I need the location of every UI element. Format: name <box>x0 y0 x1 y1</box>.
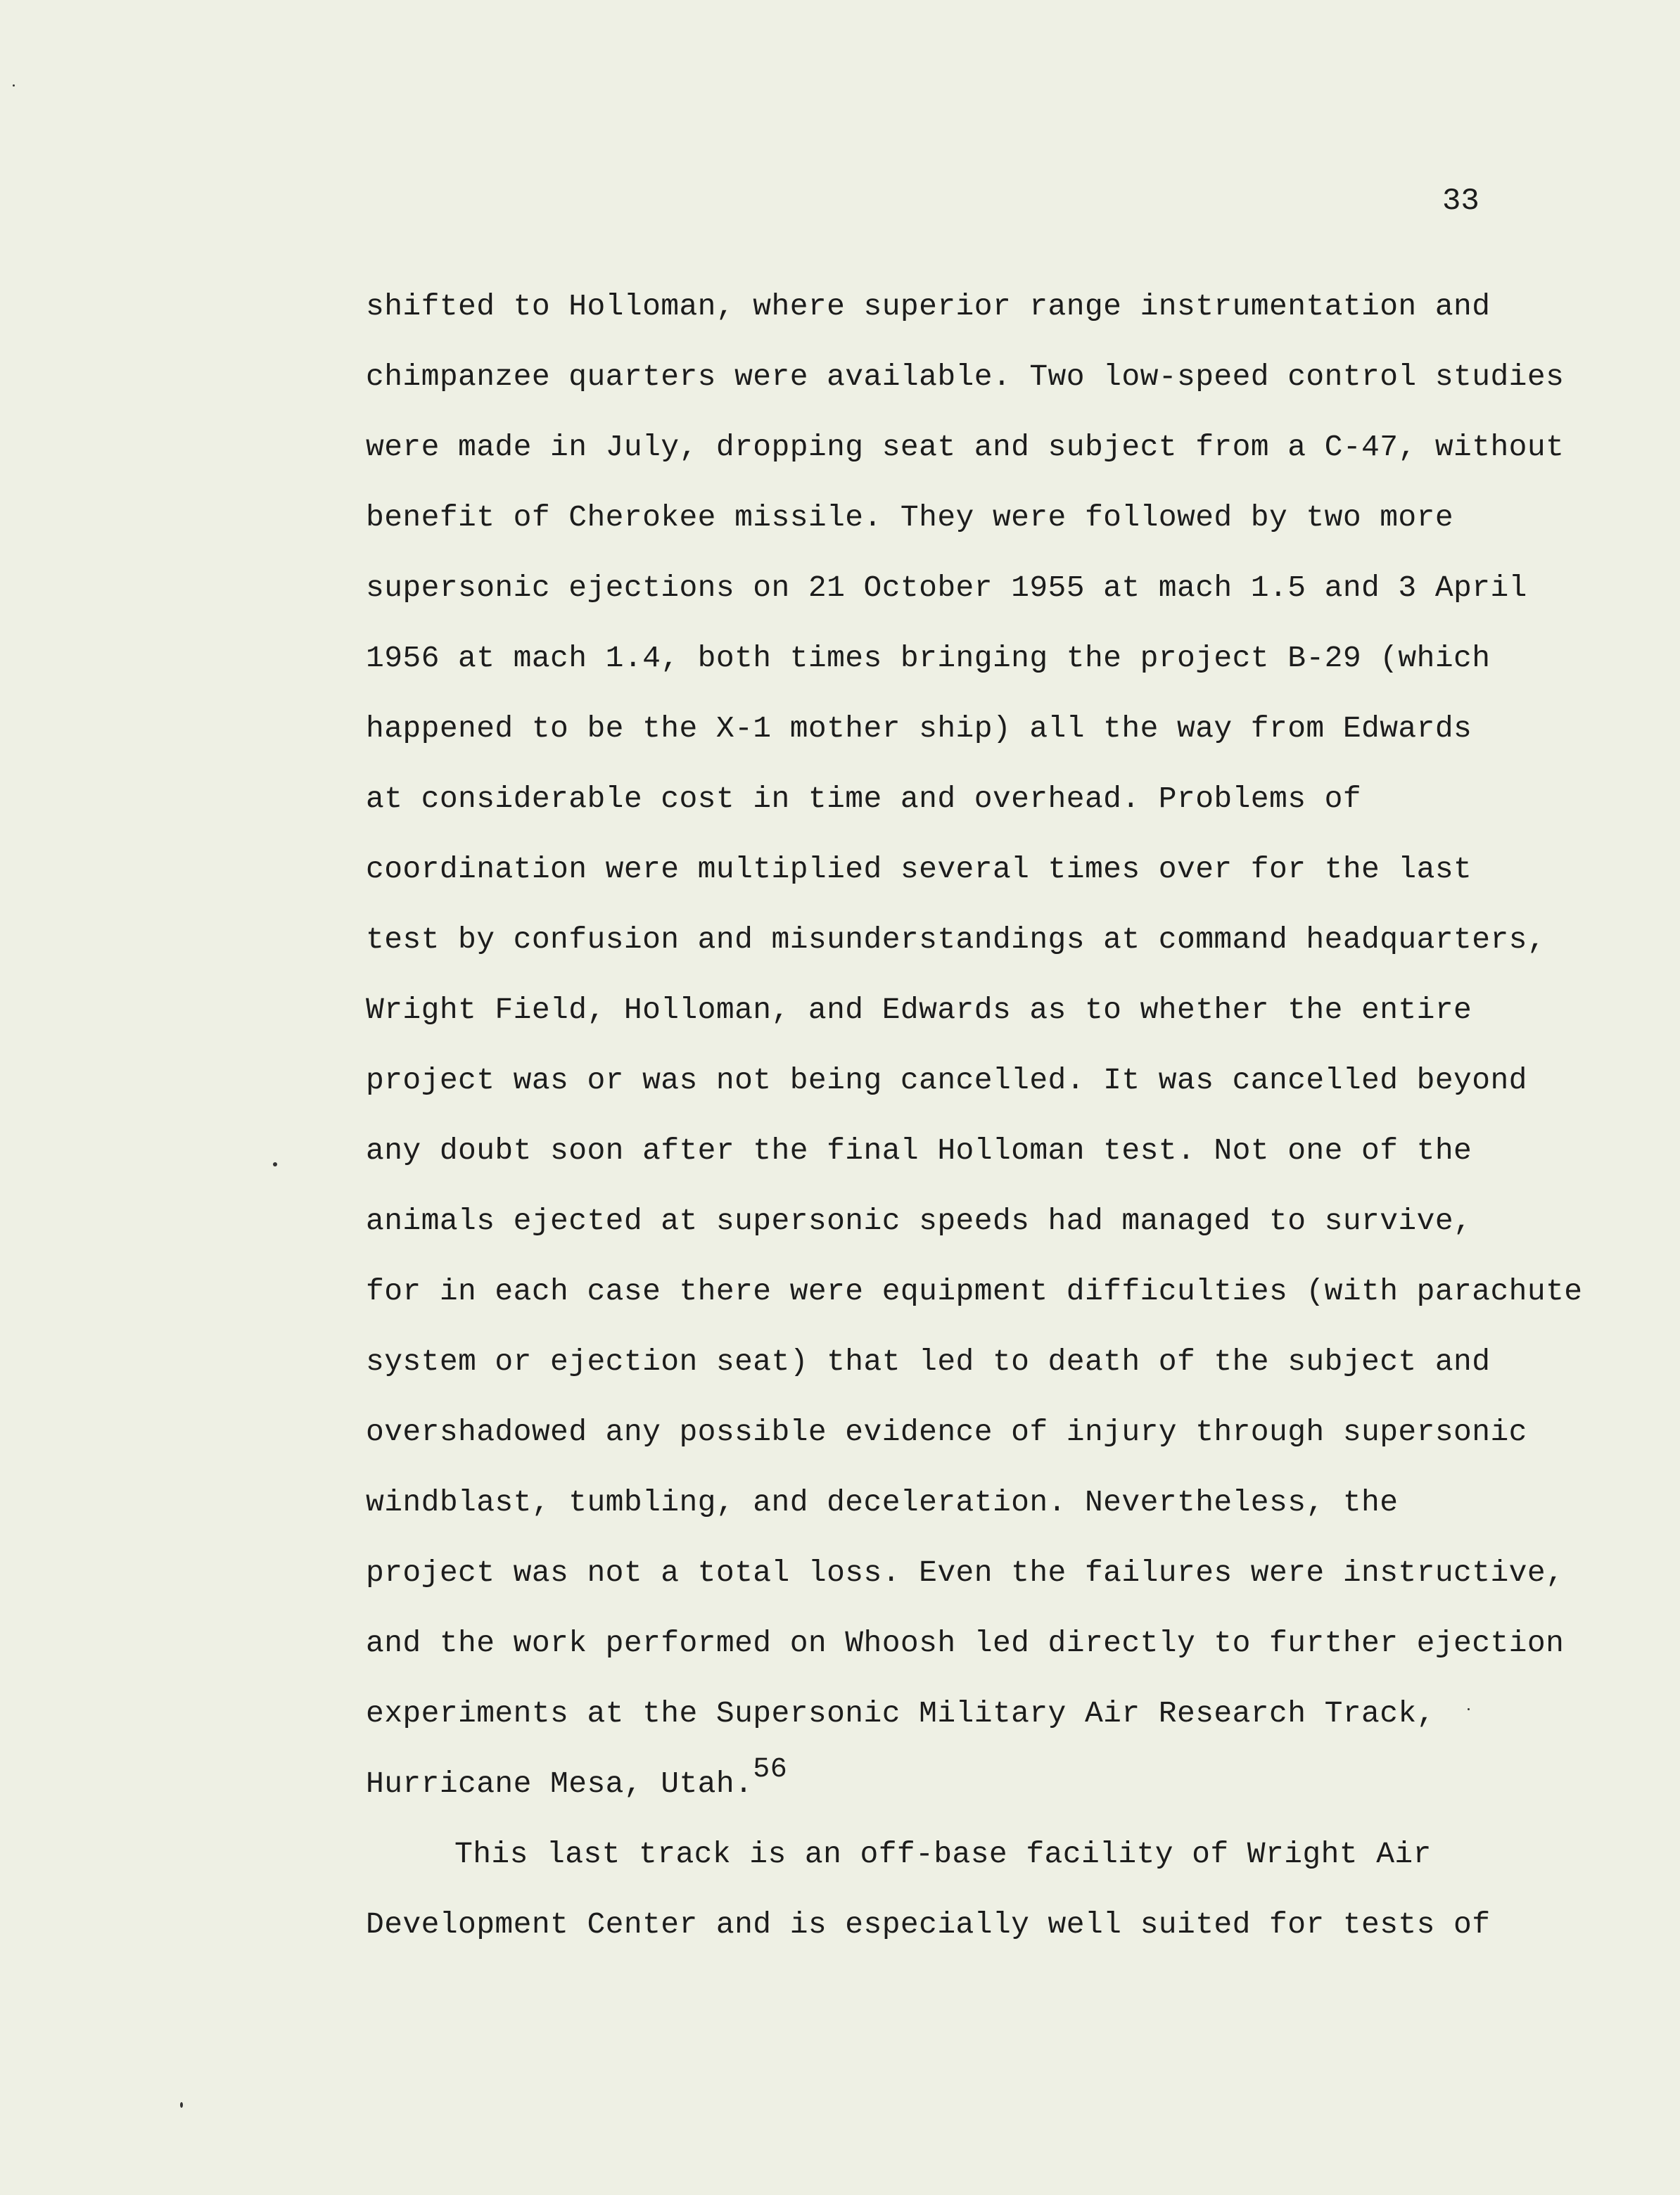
text-line: Development Center and is especially well suited for tests of <box>366 1907 1491 1942</box>
text-line: and the work performed on Whoosh led directly to further ejection <box>366 1626 1565 1660</box>
scan-speck <box>13 84 15 87</box>
text-line: system or ejection seat) that led to death of the subject and <box>366 1344 1491 1379</box>
text-line: any doubt soon after the final Holloman test. Not one of the <box>366 1133 1472 1168</box>
scan-speck <box>273 1162 277 1166</box>
text-line: chimpanzee quarters were available. Two low-speed control studies <box>366 360 1565 394</box>
text-line: animals ejected at supersonic speeds had managed to survive, <box>366 1204 1472 1238</box>
text-line: coordination were multiplied several times over for the last <box>366 852 1472 886</box>
text-line: shifted to Holloman, where superior range instrumentation and <box>366 289 1491 324</box>
text-line: were made in July, dropping seat and subject from a C-47, without <box>366 430 1565 464</box>
text-line: benefit of Cherokee missile. They were followed by two more <box>366 500 1454 535</box>
text-line: at considerable cost in time and overhead. Problems of <box>366 782 1362 816</box>
text-line: happened to be the X-1 mother ship) all the way from Edwards <box>366 711 1472 746</box>
page-number: 33 <box>1442 184 1479 219</box>
text-line: project was or was not being cancelled. It was cancelled beyond <box>366 1063 1527 1098</box>
footnote-reference: 56 <box>753 1754 788 1786</box>
text-line: Wright Field, Holloman, and Edwards as to whether the entire <box>366 993 1472 1027</box>
text-line: for in each case there were equipment difficulties (with parachute <box>366 1274 1583 1309</box>
text-line: project was not a total loss. Even the failures were instructive, <box>366 1555 1565 1590</box>
text-line: supersonic ejections on 21 October 1955 at mach 1.5 and 3 April <box>366 571 1527 605</box>
scan-speck <box>1468 1708 1470 1710</box>
text-line: test by confusion and misunderstandings at command headquarters, <box>366 922 1546 957</box>
scan-speck <box>180 2102 183 2108</box>
text-line: overshadowed any possible evidence of injury through supersonic <box>366 1415 1527 1449</box>
text-line: windblast, tumbling, and deceleration. Nevertheless, the <box>366 1485 1399 1520</box>
paragraph-start-line: This last track is an off-base facility of Wright Air <box>454 1837 1432 1871</box>
text-line: 1956 at mach 1.4, both times bringing the project B-29 (which <box>366 641 1491 675</box>
text-line: experiments at the Supersonic Military Air Research Track, <box>366 1696 1435 1731</box>
text-line-with-footnote <box>366 1754 1576 1832</box>
body-text <box>366 284 1583 1973</box>
text-line: Hurricane Mesa, Utah. <box>366 1767 753 1801</box>
